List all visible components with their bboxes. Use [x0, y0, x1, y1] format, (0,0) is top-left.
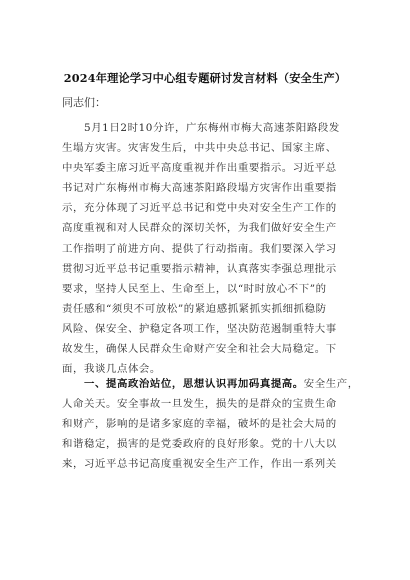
- paragraph-line: 示，充分体现了习近平总书记和党中央对安全生产工作的: [62, 202, 337, 215]
- paragraph-line: [62, 374, 359, 394]
- paragraph-line: 工作指明了前进方向、提供了行动指南。我们要深入学习: [62, 242, 337, 255]
- paragraph-line: 责任感和“须臾不可放松”的紧迫感抓紧抓实抓细抓稳防: [62, 302, 327, 315]
- paragraph-line: 和谐稳定，损害的是党委政府的良好形象。党的十八大以: [62, 438, 337, 451]
- paragraph-line: 贯彻习近平总书记重要指示精神，认真落实李强总理批示: [62, 262, 337, 275]
- paragraph-line: 高度重视和对人民群众的深切关怀，为我们做好安全生产: [62, 222, 337, 235]
- document-title: 2024年理论学习中心组专题研讨发言材料（安全生产）: [63, 71, 347, 85]
- paragraph-line: 5月1日2时10分许，广东梅州市梅大高速茶阳路段发: [62, 122, 340, 134]
- salutation: 同志们：: [62, 96, 106, 109]
- paragraph-text: 安全生产，: [303, 378, 359, 390]
- paragraph-2: [62, 374, 359, 474]
- paragraph-line: 书记对广东梅州市梅大高速茶阳路段塌方灾害作出重要指: [62, 182, 337, 195]
- paragraph-line: 人命关天。安全事故一旦发生，损失的是群众的宝贵生命: [62, 398, 337, 411]
- paragraph-line: 风险、保安全、护稳定各项工作，坚决防范遏制重特大事: [62, 322, 337, 335]
- paragraph-line: 生塌方灾害。灾害发生后，中共中央总书记、国家主席、: [62, 142, 337, 155]
- paragraph-line: 来，习近平总书记高度重视安全生产工作，作出一系列关: [62, 458, 337, 471]
- paragraph-line: 和财产，影响的是诸多家庭的幸福，破坏的是社会大局的: [62, 418, 337, 431]
- paragraph-line: 面，我谈几点体会。: [62, 363, 161, 376]
- paragraph-line: 中央军委主席习近平高度重视并作出重要指示。习近平总: [62, 162, 337, 175]
- paragraph-line: 要求，坚持人民至上、生命至上，以“时时放心不下”的: [62, 282, 327, 295]
- section-heading: 一、提高政治站位，思想认识再加码真提高。: [62, 378, 304, 390]
- paragraph-1: [62, 118, 340, 379]
- paragraph-line: 故发生，确保人民群众生命财产安全和社会大局稳定。下: [62, 343, 337, 356]
